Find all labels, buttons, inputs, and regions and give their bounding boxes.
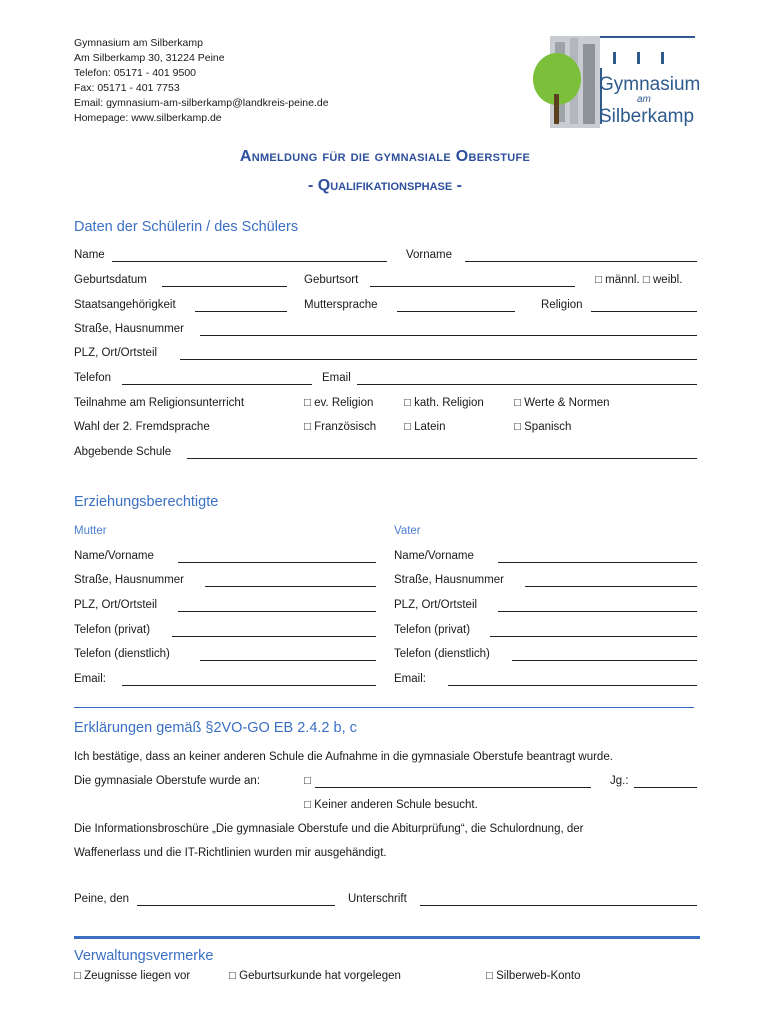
father-email-field[interactable] bbox=[448, 675, 697, 686]
address-line: Fax: 05171 - 401 7753 bbox=[74, 82, 180, 94]
mother-name-field[interactable] bbox=[178, 552, 376, 563]
admin-heading: Verwaltungsvermerke bbox=[74, 948, 214, 964]
declarations-reference: gemäß §2VO-GO EB 2.4.2 b, c bbox=[156, 720, 357, 736]
name-field[interactable] bbox=[112, 251, 387, 262]
no-other-school-checkbox[interactable]: □ Keiner anderen Schule besucht. bbox=[304, 799, 478, 811]
mother-street-field[interactable] bbox=[205, 576, 376, 587]
attended-school-label: Die gymnasiale Oberstufe wurde an: bbox=[74, 775, 261, 787]
phone-label: Telefon bbox=[74, 372, 112, 384]
declaration-line-4: Die Informationsbroschüre „Die gymnasiale Oberstufe und die Abiturprüfung“, die Schulordnung, der bbox=[74, 823, 584, 835]
student-section-heading: Daten der Schülerin / des Schülers bbox=[74, 219, 299, 235]
option-french[interactable]: □ Französisch bbox=[304, 421, 377, 433]
address-line: Email: gymnasium-am-silberkamp@landkreis-peine.de bbox=[74, 97, 329, 109]
attended-school-checkbox[interactable]: □ bbox=[304, 775, 311, 787]
school-logo bbox=[525, 34, 701, 134]
place-date-label: Peine, den bbox=[74, 893, 129, 905]
father-city-label: PLZ, Ort/Ortsteil bbox=[394, 599, 478, 611]
religion-label: Religion bbox=[541, 299, 583, 311]
form-subtitle bbox=[0, 177, 770, 195]
birthplace-field[interactable] bbox=[370, 276, 575, 287]
birthdate-field[interactable] bbox=[162, 276, 287, 287]
address-line: Am Silberkamp 30, 31224 Peine bbox=[74, 52, 225, 64]
school-address bbox=[74, 36, 329, 126]
mother-email-field[interactable] bbox=[122, 675, 376, 686]
admin-item-certificates[interactable]: □ Zeugnisse liegen vor bbox=[74, 970, 191, 982]
mother-phone-private-field[interactable] bbox=[172, 626, 376, 637]
logo-text-3: Silberkamp bbox=[599, 106, 695, 127]
phone-field[interactable] bbox=[122, 374, 312, 385]
title-line-2: - Qualifikationsphase - bbox=[307, 177, 462, 194]
logo-text-2: am bbox=[637, 94, 651, 105]
option-ev-religion[interactable]: □ ev. Religion bbox=[304, 397, 374, 409]
option-kath-religion[interactable]: □ kath. Religion bbox=[404, 397, 484, 409]
address-line: Homepage: www.silberkamp.de bbox=[74, 112, 222, 124]
declaration-line-5: Waffenerlass und die IT-Richtlinien wurden mir ausgehändigt. bbox=[74, 847, 387, 859]
guardians-section-heading: Erziehungsberechtigte bbox=[74, 494, 219, 510]
mother-email-label: Email: bbox=[74, 673, 106, 685]
option-spanish[interactable]: □ Spanisch bbox=[514, 421, 572, 433]
foreign-language-label: Wahl der 2. Fremdsprache bbox=[74, 421, 210, 433]
father-phone-private-label: Telefon (privat) bbox=[394, 624, 471, 636]
mother-phone-private-label: Telefon (privat) bbox=[74, 624, 151, 636]
mother-street-label: Straße, Hausnummer bbox=[74, 574, 184, 586]
street-label: Straße, Hausnummer bbox=[74, 323, 184, 335]
admin-item-birth-certificate[interactable]: □ Geburtsurkunde hat vorgelegen bbox=[229, 970, 401, 982]
city-label: PLZ, Ort/Ortsteil bbox=[74, 347, 158, 359]
mother-phone-work-label: Telefon (dienstlich) bbox=[74, 648, 170, 660]
name-label: Name bbox=[74, 249, 105, 261]
attended-school-field[interactable] bbox=[315, 777, 591, 788]
admin-item-silberweb[interactable]: □ Silberweb-Konto bbox=[486, 970, 581, 982]
father-heading: Vater bbox=[394, 525, 421, 537]
mother-heading: Mutter bbox=[74, 525, 107, 537]
gender-checkboxes[interactable]: □ männl. □ weibl. bbox=[595, 274, 683, 286]
father-email-label: Email: bbox=[394, 673, 426, 685]
city-field[interactable] bbox=[180, 349, 697, 360]
previous-school-label: Abgebende Schule bbox=[74, 446, 172, 458]
previous-school-field[interactable] bbox=[187, 448, 697, 459]
address-line: Telefon: 05171 - 401 9500 bbox=[74, 67, 197, 79]
section-divider bbox=[74, 707, 694, 708]
father-phone-work-field[interactable] bbox=[512, 650, 697, 661]
religion-class-label: Teilnahme am Religionsunterricht bbox=[74, 397, 245, 409]
street-field[interactable] bbox=[200, 325, 697, 336]
declarations-title: Erklärungen bbox=[74, 720, 153, 736]
vorname-field[interactable] bbox=[465, 251, 697, 262]
signature-field[interactable] bbox=[420, 895, 697, 906]
address-line: Gymnasium am Silberkamp bbox=[74, 37, 203, 49]
grade-label: Jg.: bbox=[610, 775, 629, 787]
declarations-heading bbox=[74, 720, 357, 736]
email-label: Email bbox=[322, 372, 351, 384]
option-latin[interactable]: □ Latein bbox=[404, 421, 446, 433]
logo-text-1: Gymnasium bbox=[599, 74, 701, 95]
father-phone-private-field[interactable] bbox=[490, 626, 697, 637]
father-city-field[interactable] bbox=[498, 601, 697, 612]
father-street-label: Straße, Hausnummer bbox=[394, 574, 504, 586]
form-title bbox=[0, 148, 770, 166]
signature-label: Unterschrift bbox=[348, 893, 407, 905]
declaration-line-1: Ich bestätige, dass an keiner anderen Schule die Aufnahme in die gymnasiale Oberstufe beantragt wurde. bbox=[74, 751, 613, 763]
option-werte-normen[interactable]: □ Werte & Normen bbox=[514, 397, 610, 409]
mother-phone-work-field[interactable] bbox=[200, 650, 376, 661]
grade-field[interactable] bbox=[634, 777, 697, 788]
mother-city-label: PLZ, Ort/Ortsteil bbox=[74, 599, 158, 611]
mother-name-label: Name/Vorname bbox=[74, 550, 154, 562]
nationality-label: Staatsangehörigkeit bbox=[74, 299, 176, 311]
title-line-1: Anmeldung für die gymnasiale Oberstufe bbox=[239, 148, 531, 165]
father-street-field[interactable] bbox=[525, 576, 697, 587]
email-field[interactable] bbox=[357, 374, 697, 385]
native-language-label: Muttersprache bbox=[304, 299, 378, 311]
admin-divider bbox=[74, 936, 700, 939]
birthdate-label: Geburtsdatum bbox=[74, 274, 147, 286]
native-language-field[interactable] bbox=[397, 301, 515, 312]
vorname-label: Vorname bbox=[406, 249, 453, 261]
religion-field[interactable] bbox=[591, 301, 697, 312]
father-name-field[interactable] bbox=[498, 552, 697, 563]
birthplace-label: Geburtsort bbox=[304, 274, 359, 286]
nationality-field[interactable] bbox=[195, 301, 287, 312]
father-name-label: Name/Vorname bbox=[394, 550, 474, 562]
father-phone-work-label: Telefon (dienstlich) bbox=[394, 648, 490, 660]
place-date-field[interactable] bbox=[137, 895, 335, 906]
mother-city-field[interactable] bbox=[178, 601, 376, 612]
